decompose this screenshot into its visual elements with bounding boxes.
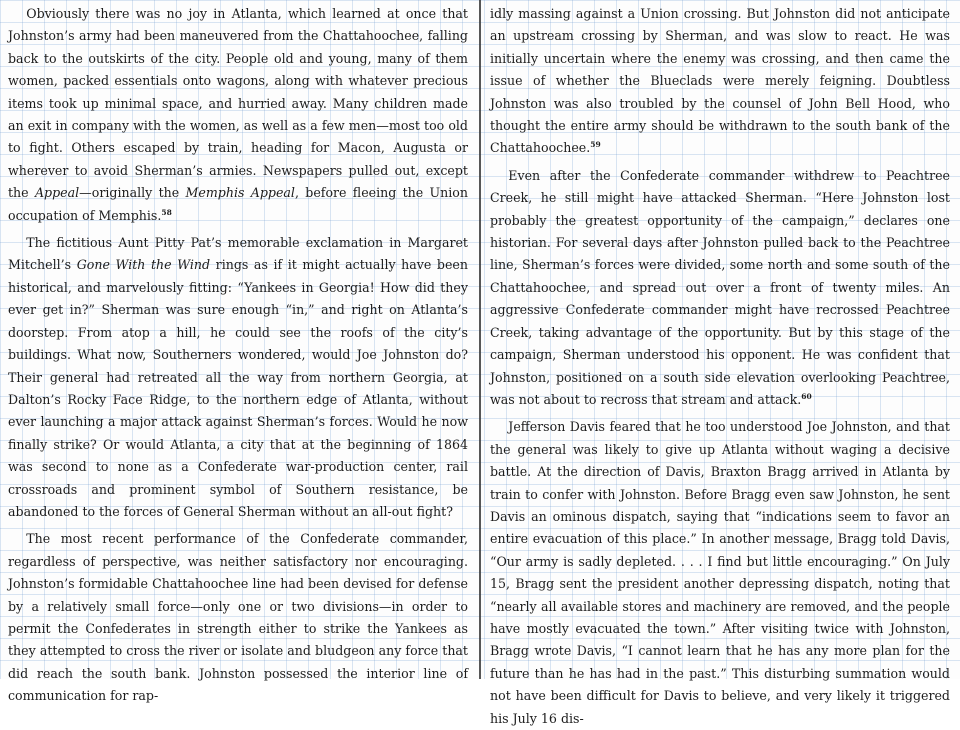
paragraph-text: Obviously there was no joy in Atlanta, which learned at once that Johnston’s army had been maneuvered from the Chattahoochee, falling back to the outskirts of the city. People old and young, many of them women, packed essentials onto wagons, along with whatever precious items took up minimal space, and hurried away. Many children made an exit in company with the women, as well as a few men—most too old to fight. Others escaped by train, heading for Macon, Augusta or wherever to avoid Sherman’s armies. Newspapers pulled out, except the <box>8 6 468 201</box>
italic-title: Appeal <box>34 185 80 201</box>
paragraph-text: idly massing against a Union crossing. But Johnston did not anticipate an upstream crossing by Sherman, and was slow to react. He was initially uncertain where the enemy was crossing, and then came the issue of whether the Blueclads were merely feigning. Doubtless Johnston was also troubled by the counsel of John Bell Hood, who thought the entire army should be withdrawn to the south bank of the Chattahoochee. <box>490 6 950 156</box>
paragraph-text: rings as if it might actually have been historical, and marvelously fitting: “Yankees in Georgia! How did they ever get in?” Sherman was sure enough “in,” and right on Atlanta’s doorstep. From atop a hill, he could see the roofs of the city’s buildings. What now, Southerners wondered, would Joe Johnston do? Their general had retreated all the way from northern Georgia, at Dalton’s Rocky Face Ridge, to the northern edge of Atlanta, without ever launching a major attack against Sherman’s forces. Would he now finally strike? Or would Atlanta, a city that at the beginning of 1864 was second to none as a Confederate war-production center, rail crossroads and prominent symbol of Southern resistance, be abandoned to the forces of General Sherman without an all-out fight? <box>8 257 468 519</box>
footnote-marker: 60 <box>801 391 812 401</box>
paragraph-text: , before fleeing the Union occupation of Memphis. <box>8 185 468 223</box>
paragraph <box>490 165 950 411</box>
paragraph-text: The fictitious Aunt Pitty Pat’s memorable exclamation in Margaret Mitchell’s <box>8 235 468 273</box>
page-gutter <box>479 0 481 679</box>
paragraph-text: Jefferson Davis feared that he too understood Joe Johnston, and that the general was likely to give up Atlanta without waging a decisive battle. At the direction of Davis, Braxton Bragg arrived in Atlanta by train to confer with Johnston. Before Bragg even saw Johnston, he sent Davis an ominous dispatch, saying that “indications seem to favor an entire evacuation of this place.” In another message, Bragg told Davis, “Our army is sadly depleted. . . . I find but little encouraging.” On July 15, Bragg sent the president another depressing dispatch, noting that “nearly all available stores and machinery are removed, and the people have mostly evacuated the town.” After visiting twice with Johnston, Bragg wrote Davis, “I cannot learn that he has any more plan for the future than he has had in the past.” This disturbing summation would not have been difficult for Davis to believe, and very likely it triggered his July 16 dis- <box>490 419 950 726</box>
italic-title: Gone With the Wind <box>76 257 211 273</box>
footnote-marker: 59 <box>590 140 601 150</box>
paragraph <box>8 232 468 523</box>
paragraph-text: The most recent performance of the Confederate commander, regardless of perspective, was neither satisfactory nor encouraging. Johnston’s formidable Chattahoochee line had been devised for defense by a relatively small force—only one or two divisions—in order to permit the Confederates in strength either to strike the Yankees as they attempted to cross the river or isolate and bludgeon any force that did reach the south bank. Johnston possessed the interior line of communication for rap- <box>8 531 468 704</box>
right-page-column <box>490 0 950 726</box>
left-page-column <box>8 0 468 704</box>
paragraph <box>8 528 468 707</box>
italic-title: Memphis Appeal <box>185 185 295 201</box>
footnote-marker: 58 <box>161 207 172 217</box>
paragraph <box>8 3 468 227</box>
paragraph <box>490 3 950 160</box>
paragraph-text: Even after the Confederate commander withdrew to Peachtree Creek, he still might have attacked Sherman. “Here Johnston lost probably the greatest opportunity of the campaign,” declares one historian. For several days after Johnston pulled back to the Peachtree line, Sherman’s forces were divided, some north and some south of the Chattahoochee, and spread out over a front of twenty miles. An aggressive Confederate commander might have recrossed Peachtree Creek, taking advantage of the opportunity. But by this stage of the campaign, Sherman understood his opponent. He was confident that Johnston, positioned on a south side elevation overlooking Peachtree, was not about to recross that stream and attack. <box>490 167 950 407</box>
paragraph-text: —originally the <box>79 185 186 201</box>
paragraph <box>490 416 950 730</box>
